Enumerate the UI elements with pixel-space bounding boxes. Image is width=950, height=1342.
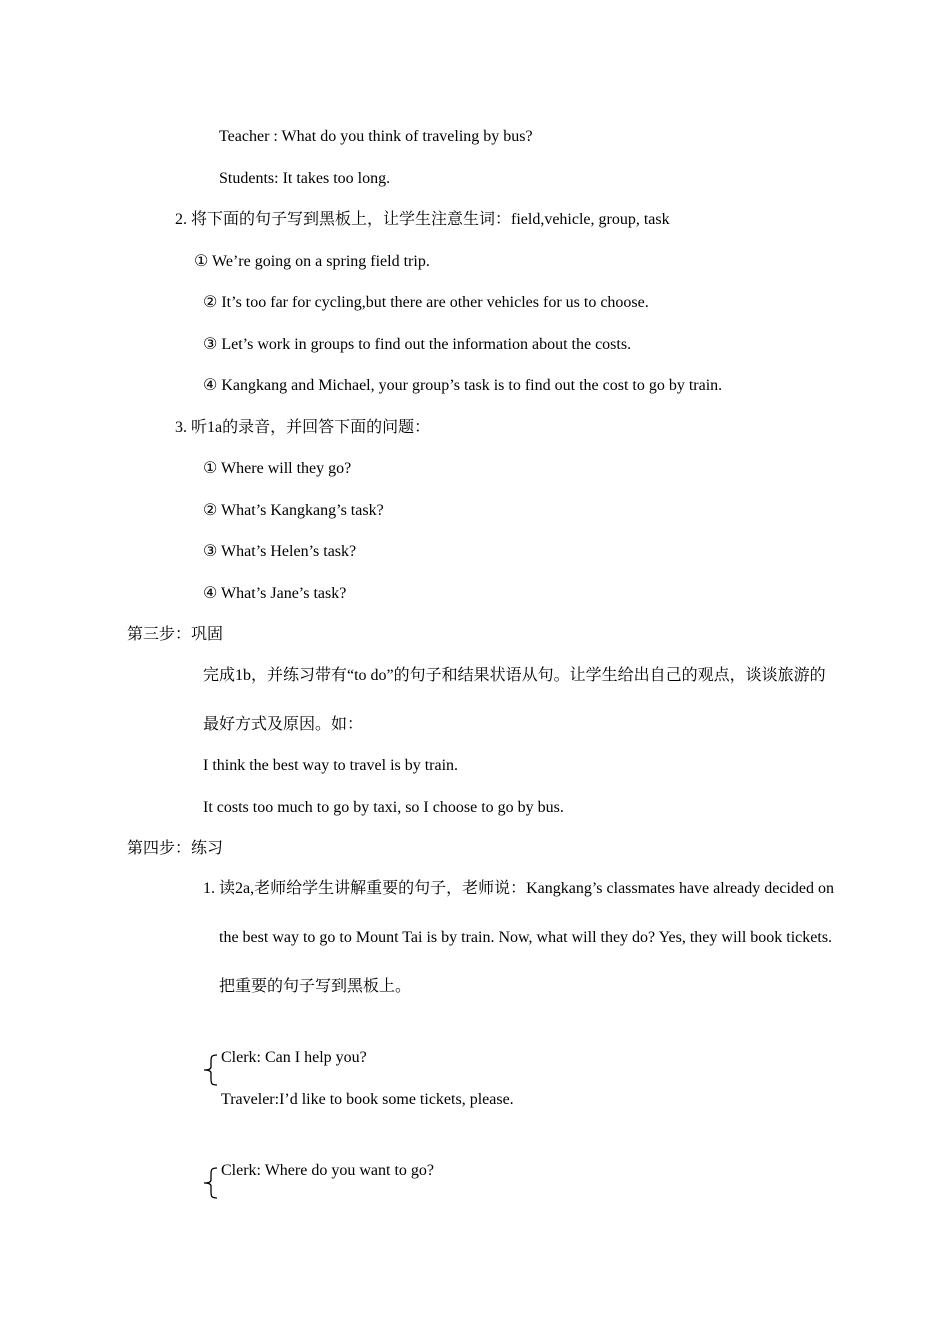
step3-example-2: It costs too much to go by taxi, so I choose to go by bus. [203,799,564,816]
teacher-question: Teacher : What do you think of traveling by bus? [219,128,533,145]
step4-paragraph-line-2: the best way to go to Mount Tai is by train. Now, what will they do? Yes, they will book tickets. [219,929,833,946]
item2-sentence-4: ④ Kangkang and Michael, your group’s task is to find out the cost to go by train. [203,377,723,394]
students-answer: Students: It takes too long. [219,170,391,187]
item2-sentence-2: ② It’s too far for cycling,but there are other vehicles for us to choose. [203,294,649,311]
item3-heading: 3. 听1a的录音，并回答下面的问题： [175,419,431,436]
step4-paragraph-line-1: 1. 读2a,老师给学生讲解重要的句子，老师说：Kangkang’s classmates have already decided on [203,880,834,897]
left-brace-icon [201,1054,219,1086]
left-brace-icon [201,1167,219,1199]
step3-example-1: I think the best way to travel is by train. [203,757,459,774]
item2-sentence-3: ③ Let’s work in groups to find out the information about the costs. [203,336,632,353]
item3-question-2: ② What’s Kangkang’s task? [203,502,384,519]
dialog1-traveler: Traveler:I’d like to book some tickets, please. [221,1091,514,1108]
step4-paragraph-line-3: 把重要的句子写到黑板上。 [219,978,412,995]
step4-heading: 第四步：练习 [127,840,224,857]
item3-question-1: ① Where will they go? [203,460,352,477]
step3-paragraph-line-1: 完成1b，并练习带有“to do”的句子和结果状语从句。让学生给出自己的观点，谈谈旅游的 [203,667,826,684]
item2-sentence-1: ① We’re going on a spring field trip. [194,253,430,270]
step3-paragraph-line-2: 最好方式及原因。如： [203,716,364,733]
step3-heading: 第三步：巩固 [127,626,224,643]
item2-heading: 2. 将下面的句子写到黑板上，让学生注意生词：field,vehicle, group, task [175,211,670,228]
item3-question-3: ③ What’s Helen’s task? [203,543,357,560]
dialog1-clerk: Clerk: Can I help you? [221,1049,367,1066]
dialog2-clerk: Clerk: Where do you want to go? [221,1162,434,1179]
item3-question-4: ④ What’s Jane’s task? [203,585,347,602]
